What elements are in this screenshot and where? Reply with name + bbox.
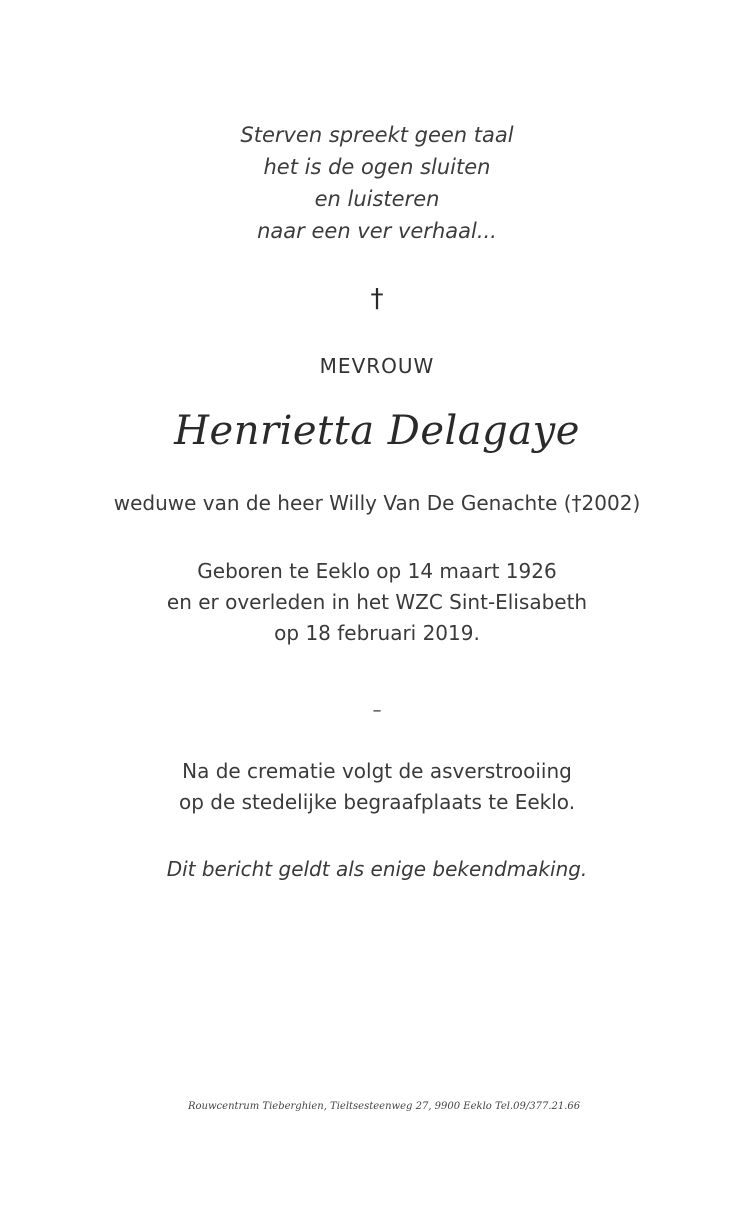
cross-icon: † bbox=[370, 284, 384, 314]
widow-of-line: weduwe van de heer Willy Van De Genachte (†2002) bbox=[113, 491, 641, 515]
poem-line: naar een ver verhaal... bbox=[257, 219, 497, 243]
ceremony-line: Na de crematie volgt de asverstrooiing bbox=[182, 759, 572, 783]
ceremony-line: op de stedelijke begraafplaats te Eeklo. bbox=[178, 790, 576, 814]
details-line: op 18 februari 2019. bbox=[274, 621, 480, 645]
poem-line: en luisteren bbox=[314, 187, 440, 211]
separator-dash: – bbox=[372, 700, 382, 721]
deceased-title: MEVROUW bbox=[319, 354, 435, 378]
poem bbox=[0, 119, 754, 247]
birth-death-details bbox=[0, 556, 754, 649]
funeral-home-footer: Rouwcentrum Tieberghien, Tieltsesteenweg 27, 9900 Eeklo Tel.09/377.21.66 bbox=[188, 1101, 581, 1112]
ceremony-details bbox=[0, 756, 754, 818]
poem-line: het is de ogen sluiten bbox=[263, 155, 491, 179]
notice-text: Dit bericht geldt als enige bekendmaking. bbox=[166, 857, 588, 881]
details-line: Geboren te Eeklo op 14 maart 1926 bbox=[197, 559, 557, 583]
deceased-name: Henrietta Delagaye bbox=[174, 408, 580, 454]
details-line: en er overleden in het WZC Sint-Elisabeth bbox=[166, 590, 588, 614]
poem-line: Sterven spreekt geen taal bbox=[240, 123, 514, 147]
